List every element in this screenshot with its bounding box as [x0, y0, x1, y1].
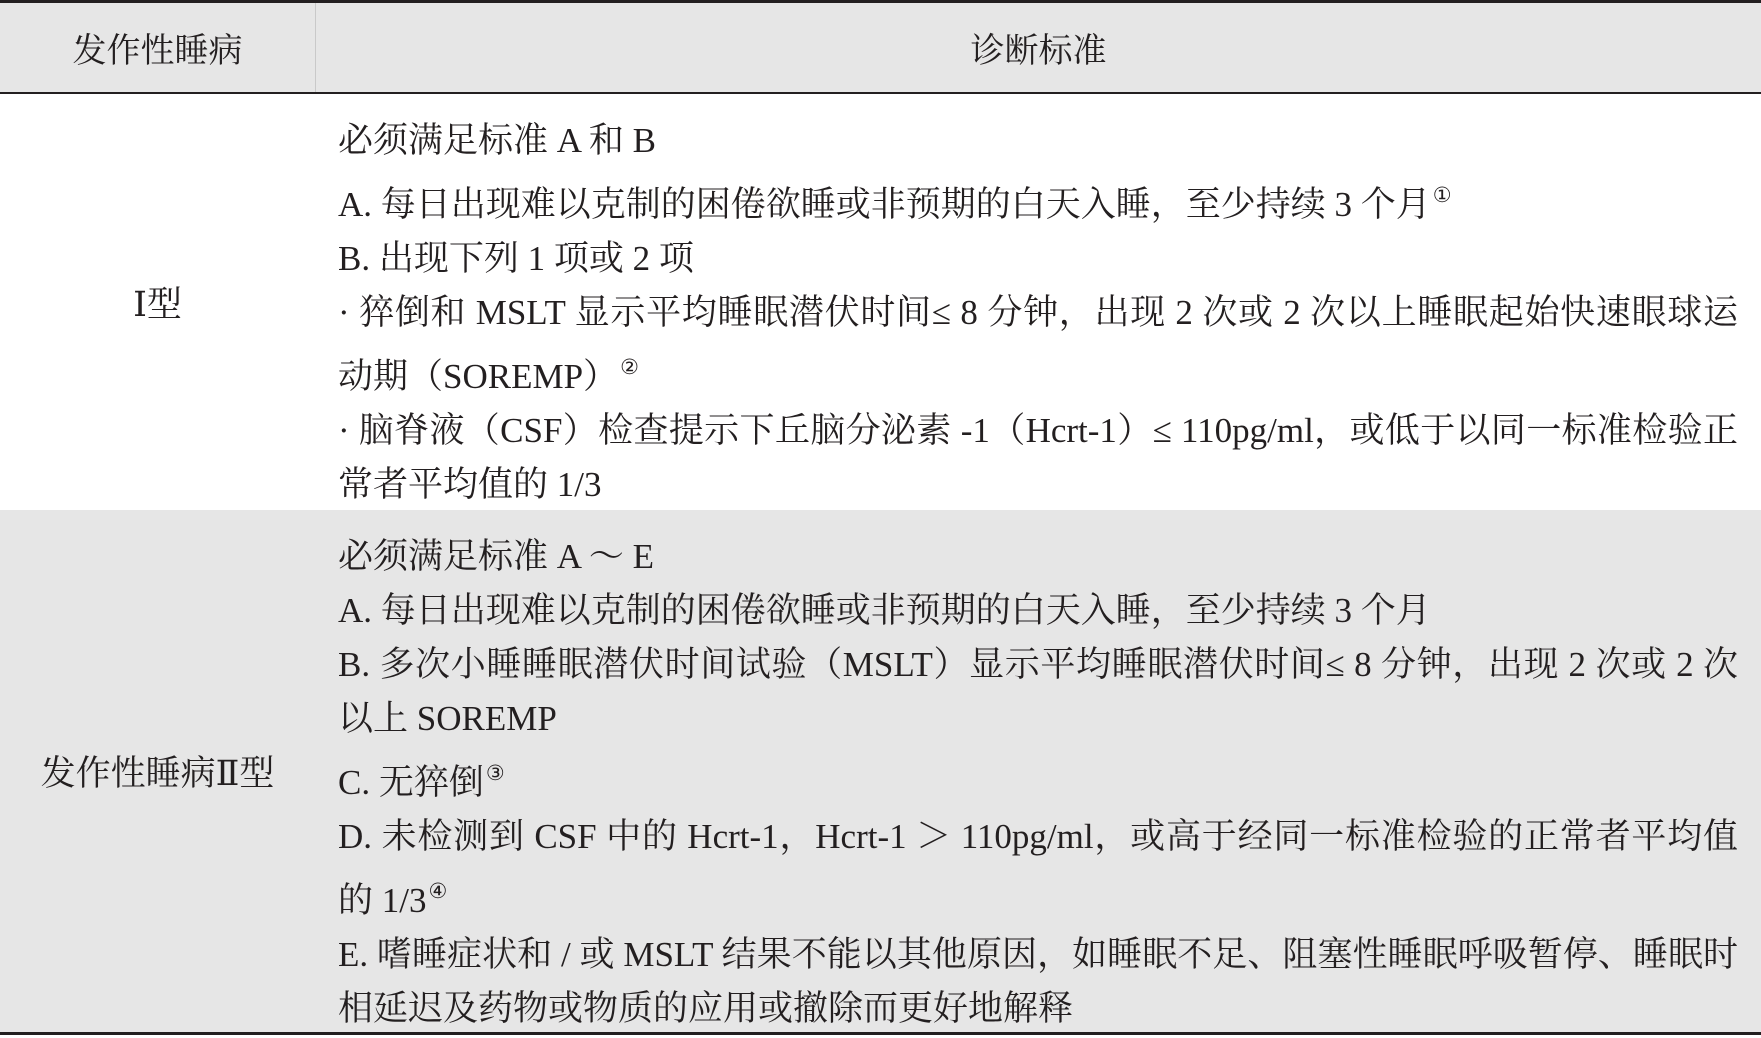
- criterion-bullet-1-text: · 猝倒和 MSLT 显示平均睡眠潜伏时间≤ 8 分钟，出现 2 次或 2 次以上睡眠起始快速眼球运动期（SOREMP）: [338, 293, 1738, 396]
- header-narcolepsy-type: 发作性睡病: [72, 31, 243, 71]
- criterion-c: [338, 746, 1738, 810]
- header-diagnostic-criteria: 诊断标准: [970, 31, 1107, 71]
- criterion-c-text: C. 无猝倒: [338, 763, 484, 802]
- footnote-marker-1: ①: [1432, 183, 1452, 207]
- criterion-bullet-2: · 脑脊液（CSF）检查提示下丘脑分泌素 -1（Hcrt-1）≤ 110pg/ml，或低于以同一标准检验正常者平均值的 1/3: [338, 411, 1738, 504]
- criterion-a: [338, 168, 1738, 232]
- footnote-marker-2: ②: [620, 355, 639, 379]
- criterion-a: A. 每日出现难以克制的困倦欲睡或非预期的白天入睡，至少持续 3 个月: [338, 591, 1431, 630]
- criterion-b: B. 出现下列 1 项或 2 项: [338, 239, 694, 278]
- criterion-a-text: A. 每日出现难以克制的困倦欲睡或非预期的白天入睡，至少持续 3 个月: [338, 185, 1431, 224]
- footnote-marker-4: ④: [428, 879, 448, 903]
- criteria-cell-1: [338, 114, 1738, 512]
- criterion-b: B. 多次小睡睡眠潜伏时间试验（MSLT）显示平均睡眠潜伏时间≤ 8 分钟，出现 2 次或 2 次以上 SOREMP: [338, 645, 1738, 738]
- criteria-intro: 必须满足标准 A ～ E: [338, 537, 654, 576]
- criterion-d-text: D. 未检测到 CSF 中的 Hcrt-1，Hcrt-1 ＞ 110pg/ml，或高于经同一标准检验的正常者平均值的 1/3: [338, 817, 1738, 920]
- criteria-intro: 必须满足标准 A 和 B: [338, 121, 656, 160]
- criterion-bullet-1: [338, 286, 1738, 404]
- criteria-cell-2: [338, 530, 1738, 1036]
- type-label-1: Ⅰ型: [133, 285, 182, 324]
- type-label-2: 发作性睡病Ⅱ型: [40, 754, 275, 793]
- footnote-marker-3: ③: [485, 761, 505, 785]
- criterion-d: [338, 810, 1738, 928]
- criterion-e: E. 嗜睡症状和 / 或 MSLT 结果不能以其他原因，如睡眠不足、阻塞性睡眠呼吸暂停、睡眠时相延迟及药物或物质的应用或撤除而更好地解释: [338, 935, 1738, 1028]
